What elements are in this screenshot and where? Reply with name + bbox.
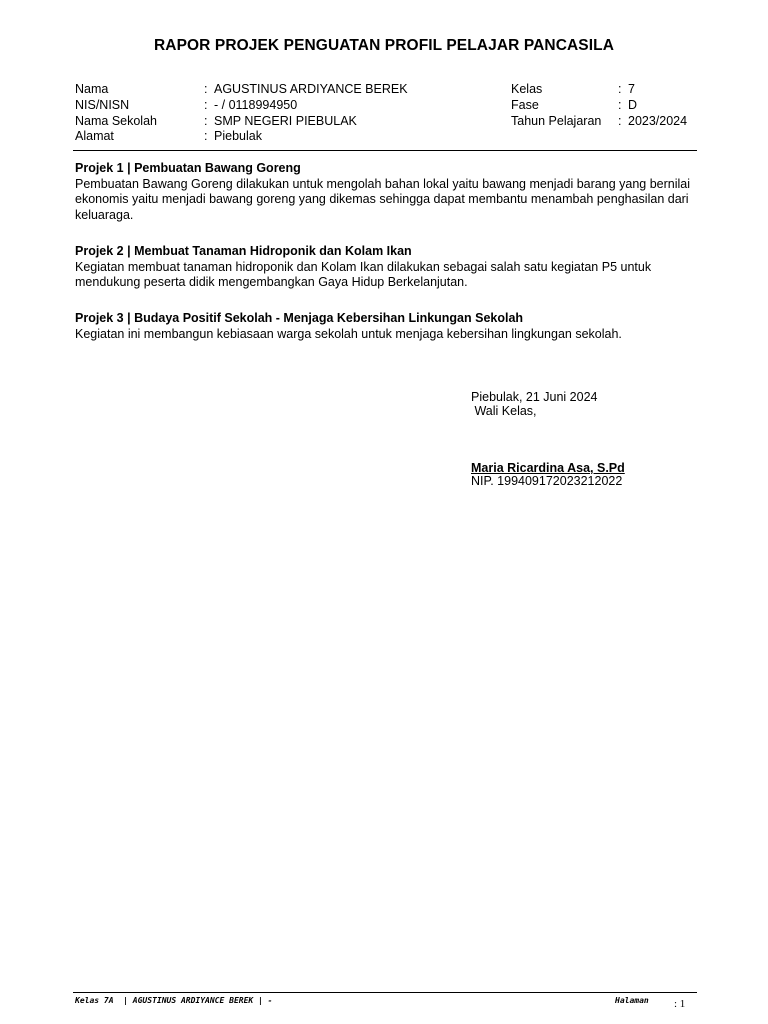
info-separator: : — [204, 129, 208, 143]
info-label: Tahun Pelajaran — [511, 114, 602, 128]
info-value-fase: D — [628, 98, 638, 112]
info-value-kelas: 7 — [628, 82, 635, 96]
signature-place-date: Piebulak, 21 Juni 2024 — [471, 390, 598, 404]
project-title: Projek 3 | Budaya Positif Sekolah - Menjaga Kebersihan Linkungan Sekolah — [75, 311, 524, 325]
info-separator: : — [204, 114, 208, 128]
project-title: Projek 1 | Pembuatan Bawang Goreng — [75, 161, 301, 175]
header-divider — [73, 150, 697, 151]
report-title: RAPOR PROJEK PENGUATAN PROFIL PELAJAR PANCASILA — [154, 37, 614, 54]
info-label: Nama — [75, 82, 109, 96]
info-label: Alamat — [75, 129, 114, 143]
info-value-alamat: Piebulak — [214, 129, 262, 143]
info-label: Kelas — [511, 82, 543, 96]
info-separator: : — [204, 82, 208, 96]
project-description: Kegiatan membuat tanaman hidroponik dan Kolam Ikan dilakukan sebagai salah satu kegiatan P5 untuk mendukung peserta didik mengembangkan Gaya Hidup Berkelanjutan. — [75, 259, 652, 289]
signature-name: Maria Ricardina Asa, S.Pd — [471, 461, 625, 475]
info-label: Nama Sekolah — [75, 114, 157, 128]
project-2 — [75, 244, 695, 291]
footer-student-info: Kelas 7A | AGUSTINUS ARDIYANCE BEREK | - — [75, 996, 273, 1005]
info-value-nama: AGUSTINUS ARDIYANCE BEREK — [214, 82, 408, 96]
project-description: Kegiatan ini membangun kebiasaan warga sekolah untuk menjaga kebersihan lingkungan sekolah. — [75, 326, 622, 341]
info-value-tahun-pelajaran: 2023/2024 — [628, 114, 688, 128]
info-separator: : — [618, 98, 622, 112]
signature-role: Wali Kelas, — [471, 404, 537, 418]
project-title: Projek 2 | Membuat Tanaman Hidroponik dan Kolam Ikan — [75, 244, 412, 258]
info-value-nis-nisn: - / 0118994950 — [214, 98, 298, 112]
info-separator: : — [204, 98, 208, 112]
project-1 — [75, 161, 695, 223]
footer-divider — [73, 992, 697, 993]
footer-page-number: : 1 — [674, 998, 686, 1010]
info-label: Fase — [511, 98, 539, 112]
signature-nip: NIP. 199409172023212022 — [471, 474, 623, 488]
project-description: Pembuatan Bawang Goreng dilakukan untuk mengolah bahan lokal yaitu bawang menjadi barang yang bernilai ekonomis yaitu menjadi bawang goreng yang dikemas sehingga dapat membantu menambah penghasilan dari keluaraga. — [75, 176, 691, 222]
info-value-nama-sekolah: SMP NEGERI PIEBULAK — [214, 114, 357, 128]
info-label: NIS/NISN — [75, 98, 130, 112]
footer-page-label: Halaman — [615, 996, 649, 1005]
info-separator: : — [618, 82, 622, 96]
project-3 — [75, 311, 695, 342]
info-separator: : — [618, 114, 622, 128]
